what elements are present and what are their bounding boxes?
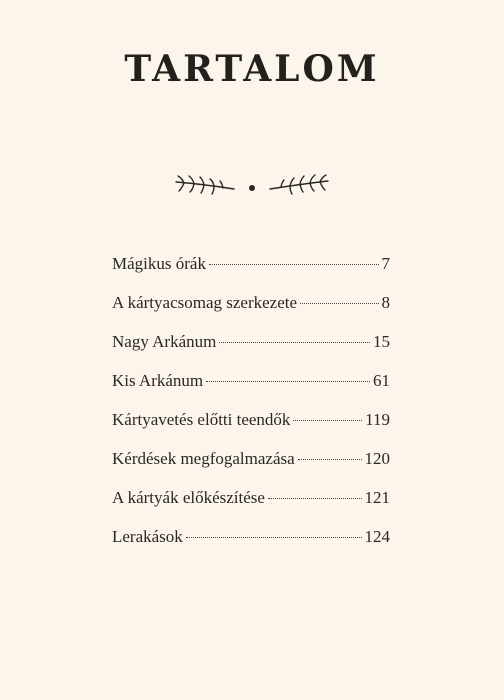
toc-entry-title: Mágikus órák	[112, 254, 206, 273]
toc-entry-page: 8	[381, 293, 390, 312]
toc-entry-page: 7	[381, 254, 390, 273]
dot-leader	[206, 381, 370, 382]
dot-leader	[268, 498, 362, 499]
table-of-contents	[112, 254, 390, 566]
toc-entry-title: Nagy Arkánum	[112, 332, 217, 351]
dot-leader	[300, 303, 378, 304]
dot-leader	[293, 420, 362, 421]
toc-entry-title: Lerakások	[112, 527, 183, 546]
toc-entry[interactable]	[112, 332, 390, 371]
toc-entry[interactable]	[112, 371, 390, 410]
dot-leader	[219, 342, 370, 343]
toc-entry-title: Kérdések megfogalmazása	[112, 449, 295, 468]
toc-entry[interactable]	[112, 254, 390, 293]
toc-entry-title: Kártyavetés előtti teendők	[112, 410, 291, 429]
branch-ornament-icon	[172, 170, 332, 200]
dot-leader	[298, 459, 362, 460]
toc-entry[interactable]	[112, 410, 390, 449]
dot-leader	[186, 537, 362, 538]
toc-entry-title: Kis Arkánum	[112, 371, 204, 390]
toc-entry-page: 121	[364, 488, 390, 507]
toc-entry-page: 119	[365, 410, 390, 429]
page-title: TARTALOM	[124, 48, 380, 90]
toc-entry-title: A kártyák előkészítése	[112, 488, 265, 507]
toc-entry-page: 124	[364, 527, 390, 546]
toc-entry[interactable]	[112, 293, 390, 332]
toc-entry-page: 120	[364, 449, 390, 468]
toc-entry-page: 61	[373, 371, 390, 390]
toc-entry[interactable]	[112, 527, 390, 566]
toc-entry-title: A kártyacsomag szerkezete	[112, 293, 298, 312]
toc-entry[interactable]	[112, 488, 390, 527]
toc-entry[interactable]	[112, 449, 390, 488]
toc-entry-page: 15	[373, 332, 390, 351]
dot-leader	[209, 264, 379, 265]
